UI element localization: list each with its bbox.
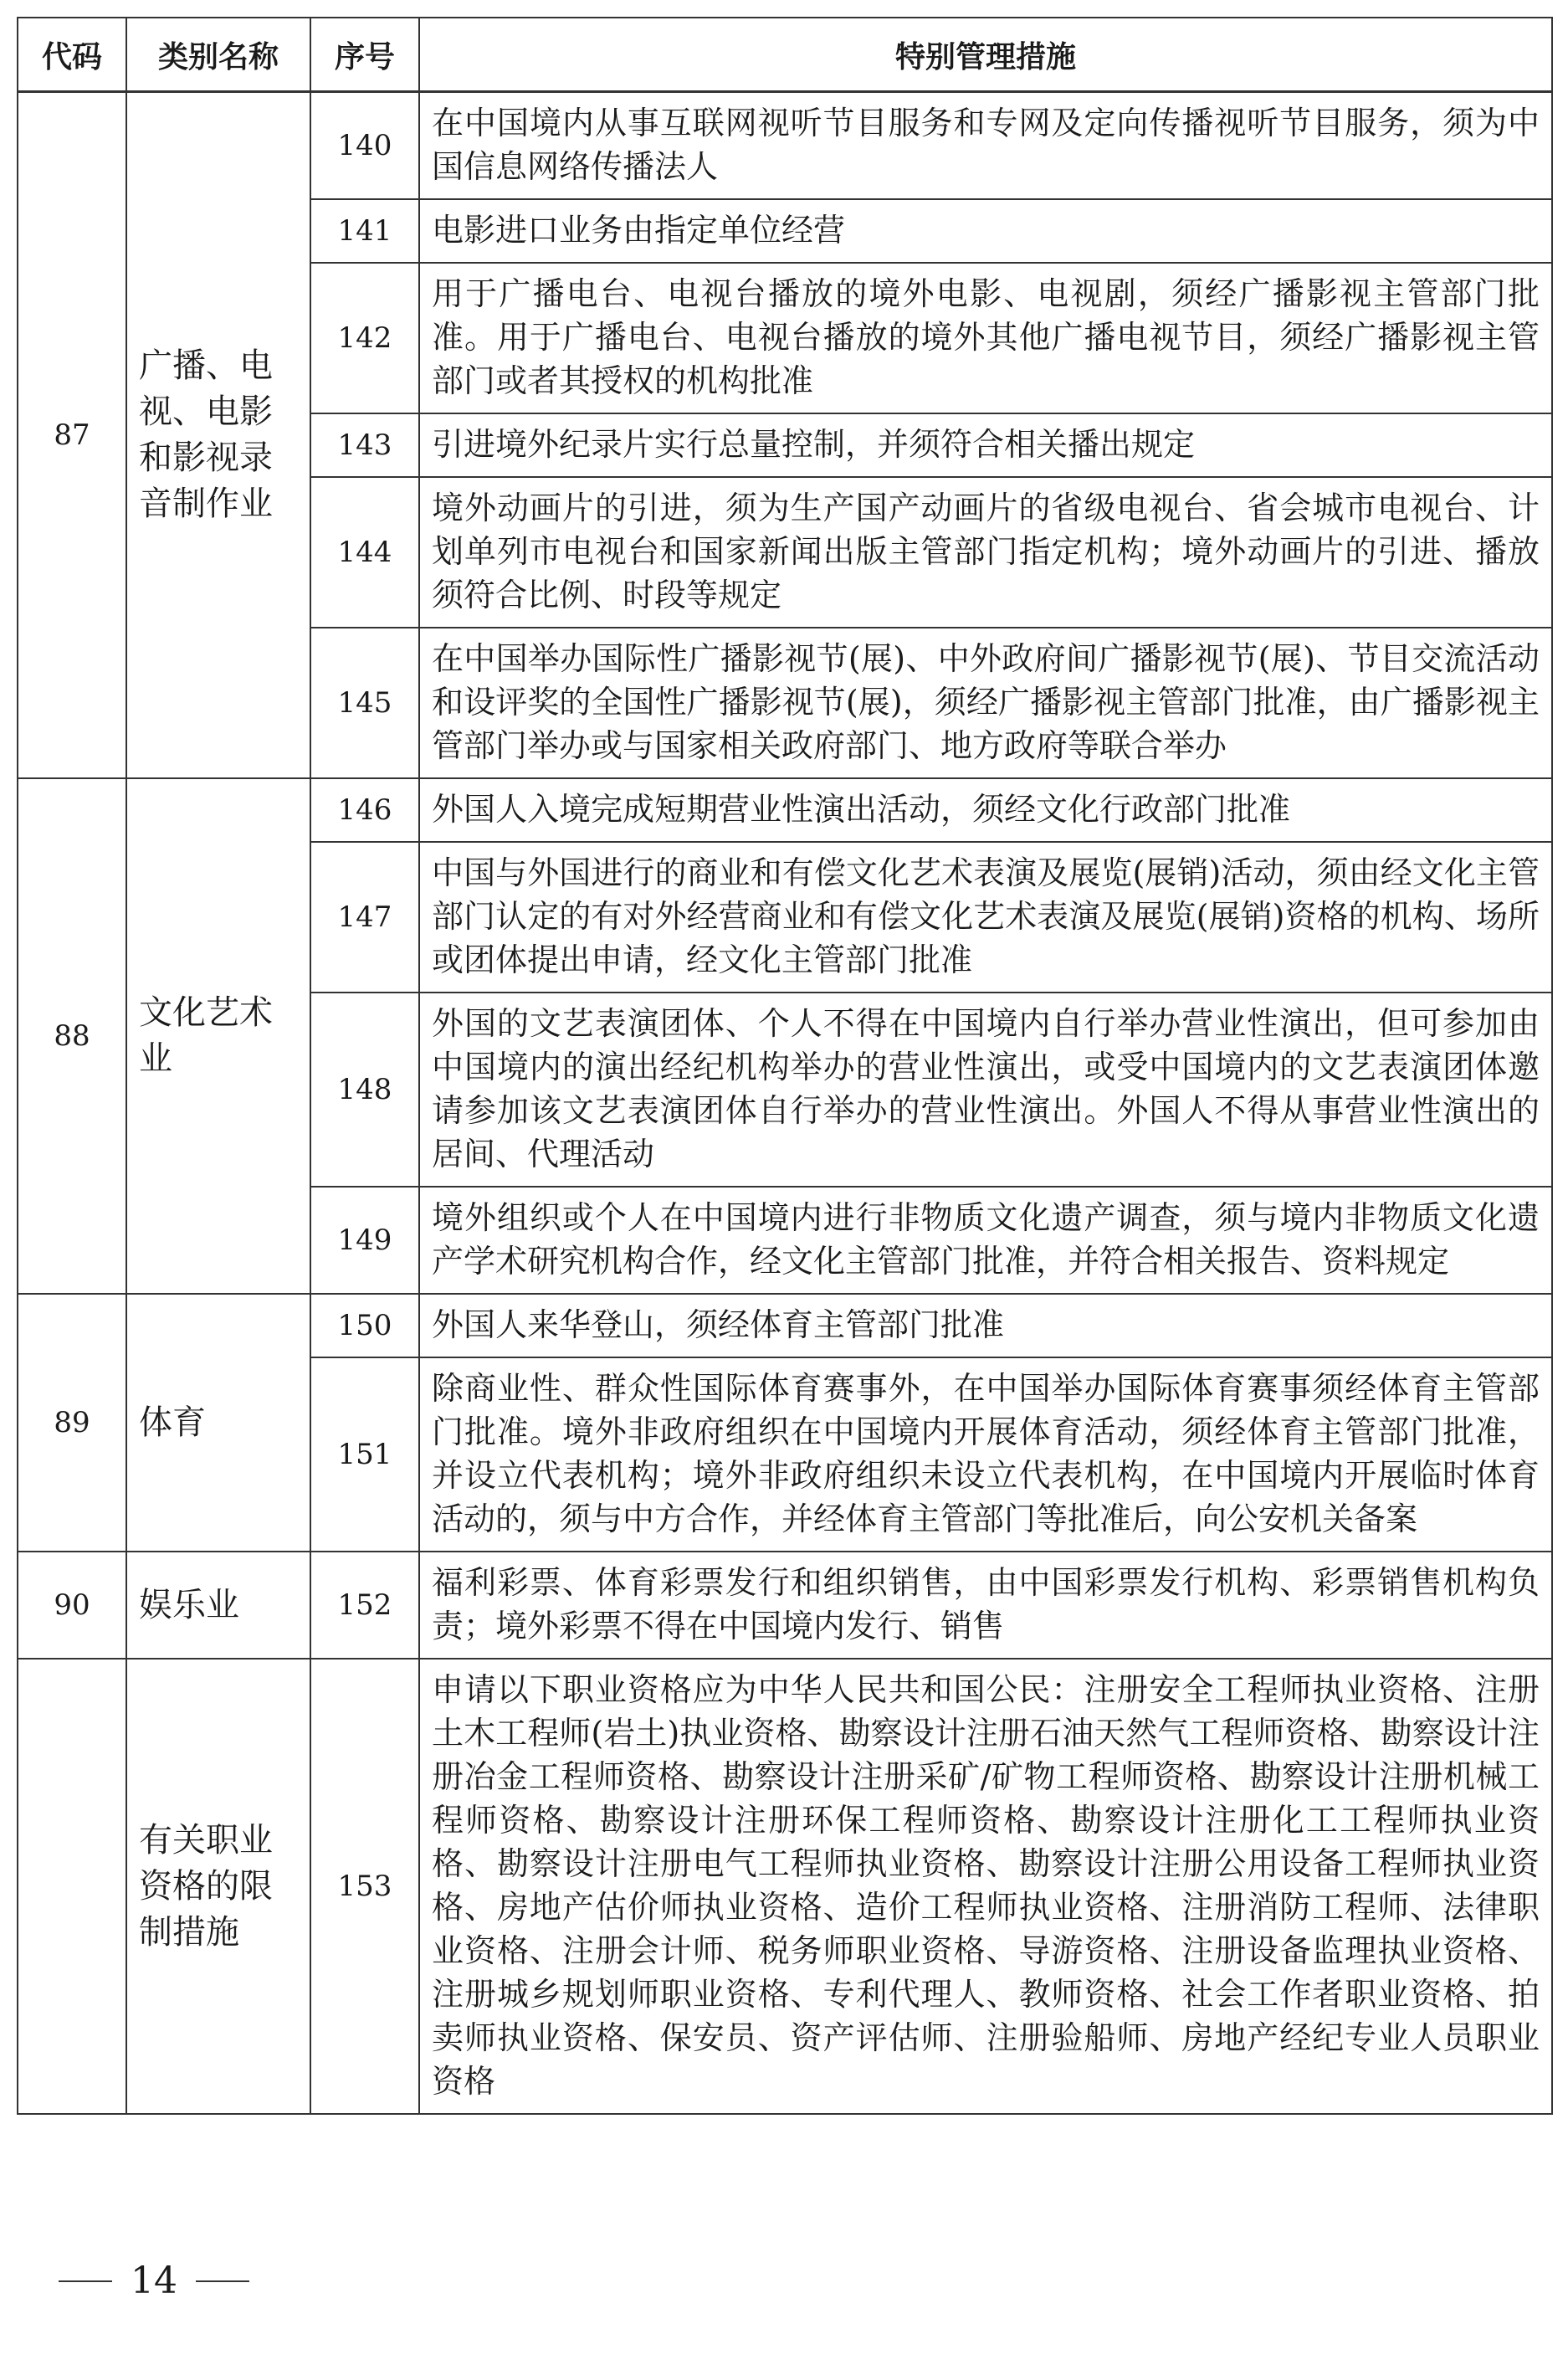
table-row bbox=[18, 1659, 1552, 2114]
table-row bbox=[18, 92, 1552, 200]
measure-cell: 外国人入境完成短期营业性演出活动，须经文化行政部门批准 bbox=[419, 778, 1552, 842]
footer-dash-right bbox=[196, 2280, 249, 2282]
table-row bbox=[18, 1552, 1552, 1659]
seq-cell: 148 bbox=[310, 993, 419, 1187]
seq-cell: 140 bbox=[310, 92, 419, 200]
category-name-cell: 体育 bbox=[126, 1294, 310, 1552]
category-name-cell: 文化艺术业 bbox=[126, 778, 310, 1294]
industry-code-cell: 88 bbox=[18, 778, 126, 1294]
measure-cell: 境外动画片的引进，须为生产国产动画片的省级电视台、省会城市电视台、计划单列市电视台和国家新闻出版主管部门指定机构；境外动画片的引进、播放须符合比例、时段等规定 bbox=[419, 477, 1552, 628]
table-row bbox=[18, 778, 1552, 842]
table-header-row bbox=[18, 18, 1552, 92]
measure-cell: 除商业性、群众性国际体育赛事外，在中国举办国际体育赛事须经体育主管部门批准。境外非政府组织在中国境内开展体育活动，须经体育主管部门批准，并设立代表机构；境外非政府组织未设立代表机构，在中国境内开展临时体育活动的，须与中方合作，并经体育主管部门等批准后，向公安机关备案 bbox=[419, 1357, 1552, 1552]
header-measures: 特别管理措施 bbox=[419, 18, 1552, 92]
category-name-cell: 娱乐业 bbox=[126, 1552, 310, 1659]
seq-cell: 146 bbox=[310, 778, 419, 842]
seq-cell: 141 bbox=[310, 199, 419, 263]
industry-code-cell: 90 bbox=[18, 1552, 126, 1659]
seq-cell: 152 bbox=[310, 1552, 419, 1659]
measure-cell: 电影进口业务由指定单位经营 bbox=[419, 199, 1552, 263]
footer-dash-left bbox=[59, 2280, 112, 2282]
measure-cell: 在中国举办国际性广播影视节(展)、中外政府间广播影视节(展)、节目交流活动和设评奖的全国性广播影视节(展)，须经广播影视主管部门批准，由广播影视主管部门举办或与国家相关政府部门、地方政府等联合举办 bbox=[419, 628, 1552, 778]
page-number: 14 bbox=[131, 2260, 177, 2302]
measure-cell: 外国人来华登山，须经体育主管部门批准 bbox=[419, 1294, 1552, 1357]
seq-cell: 153 bbox=[310, 1659, 419, 2114]
measure-cell: 中国与外国进行的商业和有偿文化艺术表演及展览(展销)活动，须由经文化主管部门认定的有对外经营商业和有偿文化艺术表演及展览(展销)资格的机构、场所或团体提出申请，经文化主管部门批准 bbox=[419, 842, 1552, 993]
seq-cell: 149 bbox=[310, 1187, 419, 1294]
header-code: 代码 bbox=[18, 18, 126, 92]
seq-cell: 143 bbox=[310, 413, 419, 477]
page-footer bbox=[59, 2260, 249, 2302]
measure-cell: 在中国境内从事互联网视听节目服务和专网及定向传播视听节目服务，须为中国信息网络传播法人 bbox=[419, 92, 1552, 200]
seq-cell: 150 bbox=[310, 1294, 419, 1357]
measure-cell: 境外组织或个人在中国境内进行非物质文化遗产调查，须与境内非物质文化遗产学术研究机构合作，经文化主管部门批准，并符合相关报告、资料规定 bbox=[419, 1187, 1552, 1294]
table-row bbox=[18, 1294, 1552, 1357]
special-measures-table bbox=[17, 17, 1553, 2115]
seq-cell: 145 bbox=[310, 628, 419, 778]
header-seq: 序号 bbox=[310, 18, 419, 92]
measure-cell: 外国的文艺表演团体、个人不得在中国境内自行举办营业性演出，但可参加由中国境内的演出经纪机构举办的营业性演出，或受中国境内的文艺表演团体邀请参加该文艺表演团体自行举办的营业性演出。外国人不得从事营业性演出的居间、代理活动 bbox=[419, 993, 1552, 1187]
measure-cell: 申请以下职业资格应为中华人民共和国公民：注册安全工程师执业资格、注册土木工程师(岩土)执业资格、勘察设计注册石油天然气工程师资格、勘察设计注册冶金工程师资格、勘察设计注册采矿/矿物工程师资格、勘察设计注册机械工程师资格、勘察设计注册环保工程师资格、勘察设计注册化工工程师执业资格、勘察设计注册电气工程师执业资格、勘察设计注册公用设备工程师执业资格、房地产估价师执业资格、造价工程师执业资格、注册消防工程师、法律职业资格、注册会计师、税务师职业资格、导游资格、注册设备监理执业资格、注册城乡规划师职业资格、专利代理人、教师资格、社会工作者职业资格、拍卖师执业资格、保安员、资产评估师、注册验船师、房地产经纪专业人员职业资格 bbox=[419, 1659, 1552, 2114]
industry-code-cell: 87 bbox=[18, 92, 126, 779]
category-name-cell: 广播、电视、电影和影视录音制作业 bbox=[126, 92, 310, 779]
seq-cell: 144 bbox=[310, 477, 419, 628]
seq-cell: 147 bbox=[310, 842, 419, 993]
industry-code-cell: 89 bbox=[18, 1294, 126, 1552]
measure-cell: 用于广播电台、电视台播放的境外电影、电视剧，须经广播影视主管部门批准。用于广播电台、电视台播放的境外其他广播电视节目，须经广播影视主管部门或者其授权的机构批准 bbox=[419, 263, 1552, 413]
measure-cell: 福利彩票、体育彩票发行和组织销售，由中国彩票发行机构、彩票销售机构负责；境外彩票不得在中国境内发行、销售 bbox=[419, 1552, 1552, 1659]
header-category: 类别名称 bbox=[126, 18, 310, 92]
industry-code-cell bbox=[18, 1659, 126, 2114]
category-name-cell: 有关职业资格的限制措施 bbox=[126, 1659, 310, 2114]
seq-cell: 142 bbox=[310, 263, 419, 413]
seq-cell: 151 bbox=[310, 1357, 419, 1552]
measure-cell: 引进境外纪录片实行总量控制，并须符合相关播出规定 bbox=[419, 413, 1552, 477]
